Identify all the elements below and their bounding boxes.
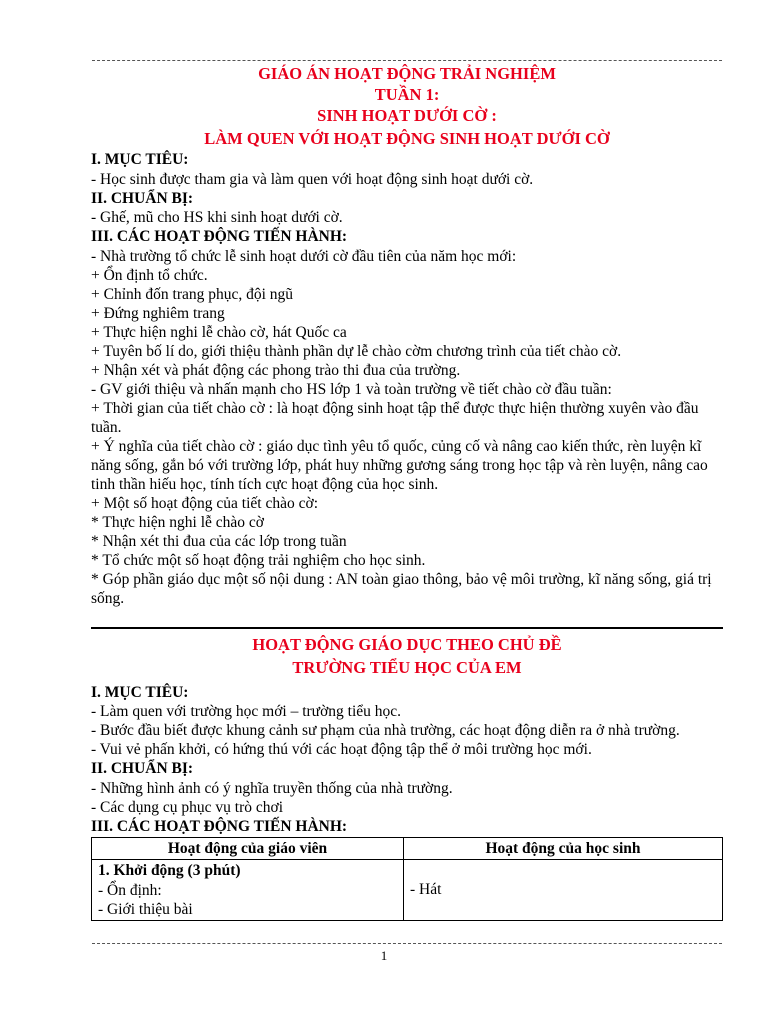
header-dashed-rule: [92, 60, 722, 61]
teacher-activity-line: - Giới thiệu bài: [98, 900, 193, 918]
tien-hanh-line: + Một số hoạt động của tiết chào cờ:: [91, 494, 318, 512]
tien-hanh-line: * Tổ chức một số hoạt động trải nghiệm cho học sinh.: [91, 551, 426, 569]
tien-hanh-line: + Thực hiện nghi lễ chào cờ, hát Quốc ca: [91, 323, 347, 341]
page-number: 1: [380, 948, 388, 963]
section2-title-line1: HOẠT ĐỘNG GIÁO DỤC THEO CHỦ ĐỀ: [252, 634, 562, 654]
section2-title-line2: TRƯỜNG TIỂU HỌC CỦA EM: [292, 657, 522, 677]
s2-muc-tieu-heading: I. MỤC TIÊU:: [91, 683, 189, 701]
footer-dashed-rule: [92, 943, 722, 944]
s2-chuan-bi-line: - Các dụng cụ phục vụ trò chơi: [91, 798, 283, 816]
muc-tieu-text: - Học sinh được tham gia và làm quen với hoạt động sinh hoạt dưới cờ.: [91, 170, 534, 188]
doc-title-line1: GIÁO ÁN HOẠT ĐỘNG TRẢI NGHIỆM: [258, 64, 556, 83]
s2-tien-hanh-heading: III. CÁC HOẠT ĐỘNG TIẾN HÀNH:: [91, 817, 348, 835]
s2-muc-tieu-line: - Làm quen với trường học mới – trường tiểu học.: [91, 703, 402, 720]
tien-hanh-line: + Nhận xét và phát động các phong trào thi đua của trường.: [91, 361, 461, 379]
doc-title-line4: LÀM QUEN VỚI HOẠT ĐỘNG SINH HOẠT DƯỚI CỜ: [204, 129, 610, 148]
tien-hanh-line: + Chỉnh đốn trang phục, đội ngũ: [91, 285, 294, 303]
muc-tieu-heading: I. MỤC TIÊU:: [91, 151, 189, 168]
s2-chuan-bi-heading: II. CHUẨN BỊ:: [91, 760, 194, 777]
s2-chuan-bi-line: - Những hình ảnh có ý nghĩa truyền thống của nhà trường.: [91, 779, 453, 797]
teacher-activity-cell: [92, 860, 404, 921]
doc-title-line2: TUẦN 1:: [374, 85, 440, 104]
tien-hanh-heading: III. CÁC HOẠT ĐỘNG TIẾN HÀNH:: [91, 228, 348, 245]
student-activity-cell: [404, 860, 723, 921]
khoi-dong-heading: 1. Khởi động (3 phút): [98, 862, 241, 879]
section-divider: [91, 627, 723, 629]
tien-hanh-line: + Đứng nghiêm trang: [91, 304, 225, 322]
tien-hanh-line: * Góp phần giáo dục một số nội dung : AN toàn giao thông, bảo vệ môi trường, kĩ năng sống, giá trị sống.: [91, 570, 712, 607]
teacher-column-header: Hoạt động của giáo viên: [92, 838, 404, 860]
chuan-bi-text: - Ghế, mũ cho HS khi sinh hoạt dưới cờ.: [91, 209, 343, 226]
chuan-bi-heading: II. CHUẨN BỊ:: [91, 189, 194, 207]
tien-hanh-line: + Thời gian của tiết chào cờ : là hoạt động sinh hoạt tập thể được thực hiện thường xuyên vào đầu tuần.: [91, 399, 699, 436]
tien-hanh-line: + Ổn định tổ chức.: [91, 266, 208, 284]
s2-muc-tieu-line: - Vui vẻ phấn khởi, có hứng thú với các hoạt động tập thể ở môi trường học mới.: [91, 741, 592, 758]
student-column-header: Hoạt động của học sinh: [404, 838, 723, 860]
document-content: [91, 62, 723, 921]
table-row: [92, 860, 723, 921]
teacher-activity-line: - Ổn định:: [98, 881, 162, 899]
tien-hanh-line: * Thực hiện nghi lễ chào cờ: [91, 513, 264, 531]
student-activity-line: - Hát: [410, 881, 442, 898]
tien-hanh-line: + Ý nghĩa của tiết chào cờ : giáo dục tình yêu tổ quốc, củng cố và nâng cao kiến thức, rèn luyện kĩ năng sống, gắn bó với trường lớp, phát huy những gương sáng trong học tập và rèn luyện, nâng cao tinh thần hiếu học, tính tích cực hoạt động của học sinh.: [91, 437, 708, 493]
table-header-row: [92, 838, 723, 860]
tien-hanh-line: + Tuyên bố lí do, giới thiệu thành phần dự lễ chào cờm chương trình của tiết chào cờ.: [91, 342, 622, 360]
tien-hanh-line: * Nhận xét thi đua của các lớp trong tuần: [91, 532, 347, 550]
tien-hanh-line: - GV giới thiệu và nhấn mạnh cho HS lớp 1 và toàn trường về tiết chào cờ đầu tuần:: [91, 380, 612, 398]
doc-title-line3: SINH HOẠT DƯỚI CỜ :: [317, 106, 497, 125]
activities-table: [91, 837, 723, 921]
tien-hanh-line: - Nhà trường tổ chức lễ sinh hoạt dưới cờ đầu tiên của năm học mới:: [91, 247, 517, 265]
s2-muc-tieu-line: - Bước đầu biết được khung cảnh sư phạm của nhà trường, các hoạt động diễn ra ở nhà trường.: [91, 722, 680, 739]
